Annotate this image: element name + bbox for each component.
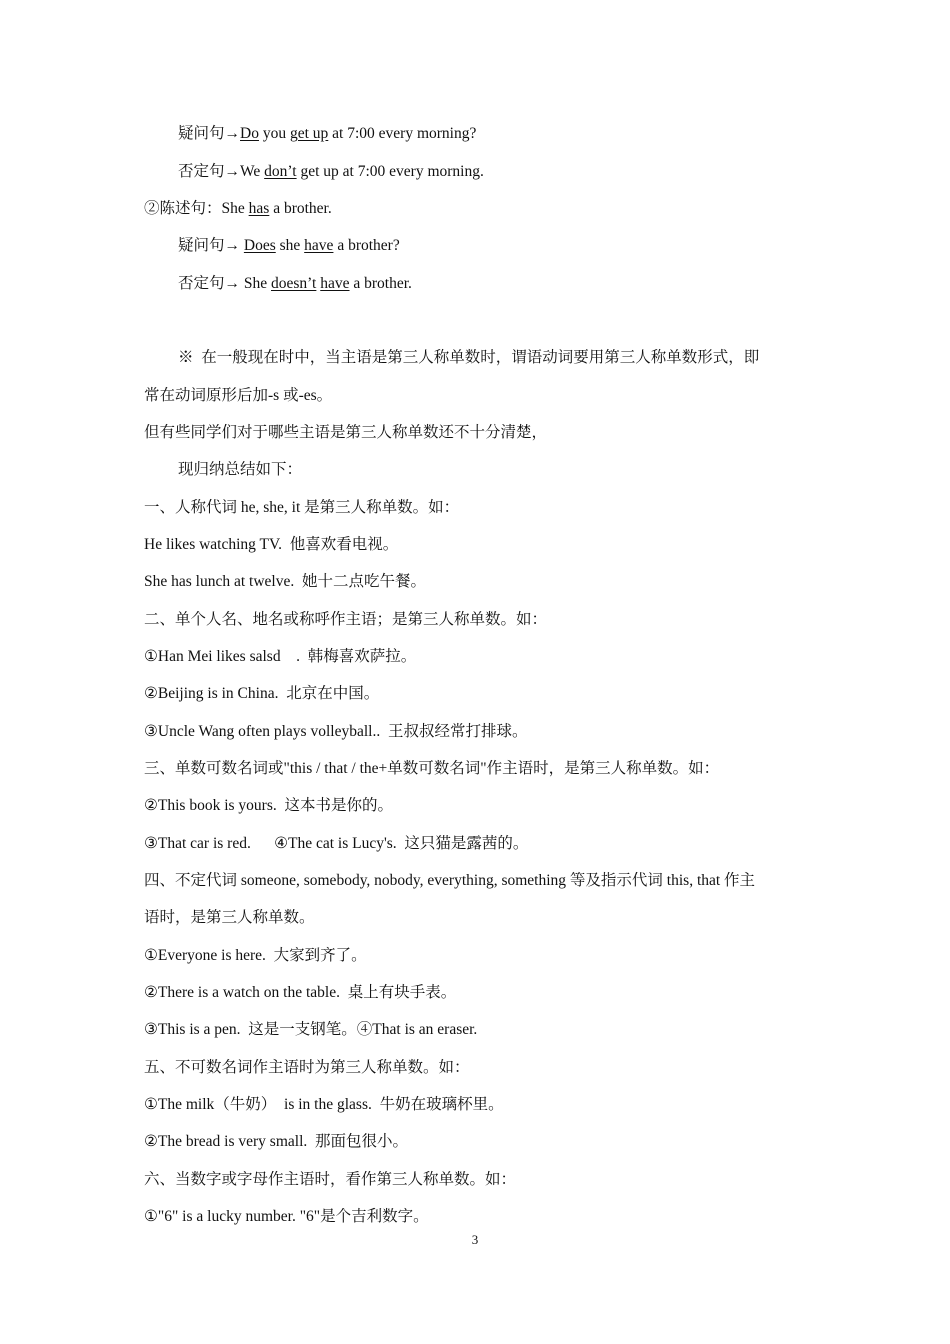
section-3-example-1: ②This book is yours. 这本书是你的。 xyxy=(144,797,393,814)
example2-negative: 否定句→ She doesn’t have a brother. xyxy=(178,275,412,292)
section-2-example-2: ②Beijing is in China. 北京在中国。 xyxy=(144,685,380,702)
example2-question: 疑问句→ Does she have a brother? xyxy=(178,237,400,254)
note-line-3: 但有些同学们对于哪些主语是第三人称单数还不十分清楚， xyxy=(144,424,548,441)
section-1-example-2: She has lunch at twelve. 她十二点吃午餐。 xyxy=(144,573,426,590)
section-1-heading: 一、人称代词 he, she, it 是第三人称单数。如： xyxy=(144,499,460,516)
section-2-example-1: ①Han Mei likes salsd . 韩梅喜欢萨拉。 xyxy=(144,648,417,665)
section-6-heading: 六、当数字或字母作主语时，看作第三人称单数。如： xyxy=(144,1171,517,1188)
note-line-2: 常在动词原形后加-s 或-es。 xyxy=(144,387,333,404)
note-line-1: ※ 在一般现在时中，当主语是第三人称单数时，谓语动词要用第三人称单数形式，即 xyxy=(178,349,760,366)
section-4-example-3: ③This is a pen. 这是一支钢笔。④That is an eraser. xyxy=(144,1021,478,1038)
section-6-example-1: ①"6" is a lucky number. "6"是个吉利数字。 xyxy=(144,1208,429,1225)
section-5-heading: 五、不可数名词作主语时为第三人称单数。如： xyxy=(144,1059,470,1076)
section-4-example-1: ①Everyone is here. 大家到齐了。 xyxy=(144,947,367,964)
section-4-heading-line-1: 四、不定代词 someone, somebody, nobody, everything, something 等及指示代词 this, that 作主 xyxy=(144,872,756,889)
example1-question: 疑问句→Do you get up at 7:00 every morning? xyxy=(178,125,477,142)
page-number: 3 xyxy=(471,1232,479,1247)
example2-statement: ②陈述句：She has a brother. xyxy=(144,200,332,217)
section-4-example-2: ②There is a watch on the table. 桌上有块手表。 xyxy=(144,984,457,1001)
example1-negative: 否定句→We don’t get up at 7:00 every morning. xyxy=(178,163,484,180)
section-5-example-1: ①The milk（牛奶） is in the glass. 牛奶在玻璃杯里。 xyxy=(144,1096,504,1113)
section-2-heading: 二、单个人名、地名或称呼作主语；是第三人称单数。如： xyxy=(144,611,548,628)
section-1-example-1: He likes watching TV. 他喜欢看电视。 xyxy=(144,536,399,553)
section-2-example-3: ③Uncle Wang often plays volleyball.. 王叔叔经常打排球。 xyxy=(144,723,528,740)
note-line-4: 现归纳总结如下： xyxy=(178,461,303,478)
section-3-heading: 三、单数可数名词或"this / that / the+单数可数名词"作主语时，是第三人称单数。如： xyxy=(144,760,720,777)
section-5-example-2: ②The bread is very small. 那面包很小。 xyxy=(144,1133,408,1150)
section-3-example-2: ③That car is red. ④The cat is Lucy's. 这只猫是露茜的。 xyxy=(144,835,529,852)
section-4-heading-line-2: 语时，是第三人称单数。 xyxy=(144,909,315,926)
